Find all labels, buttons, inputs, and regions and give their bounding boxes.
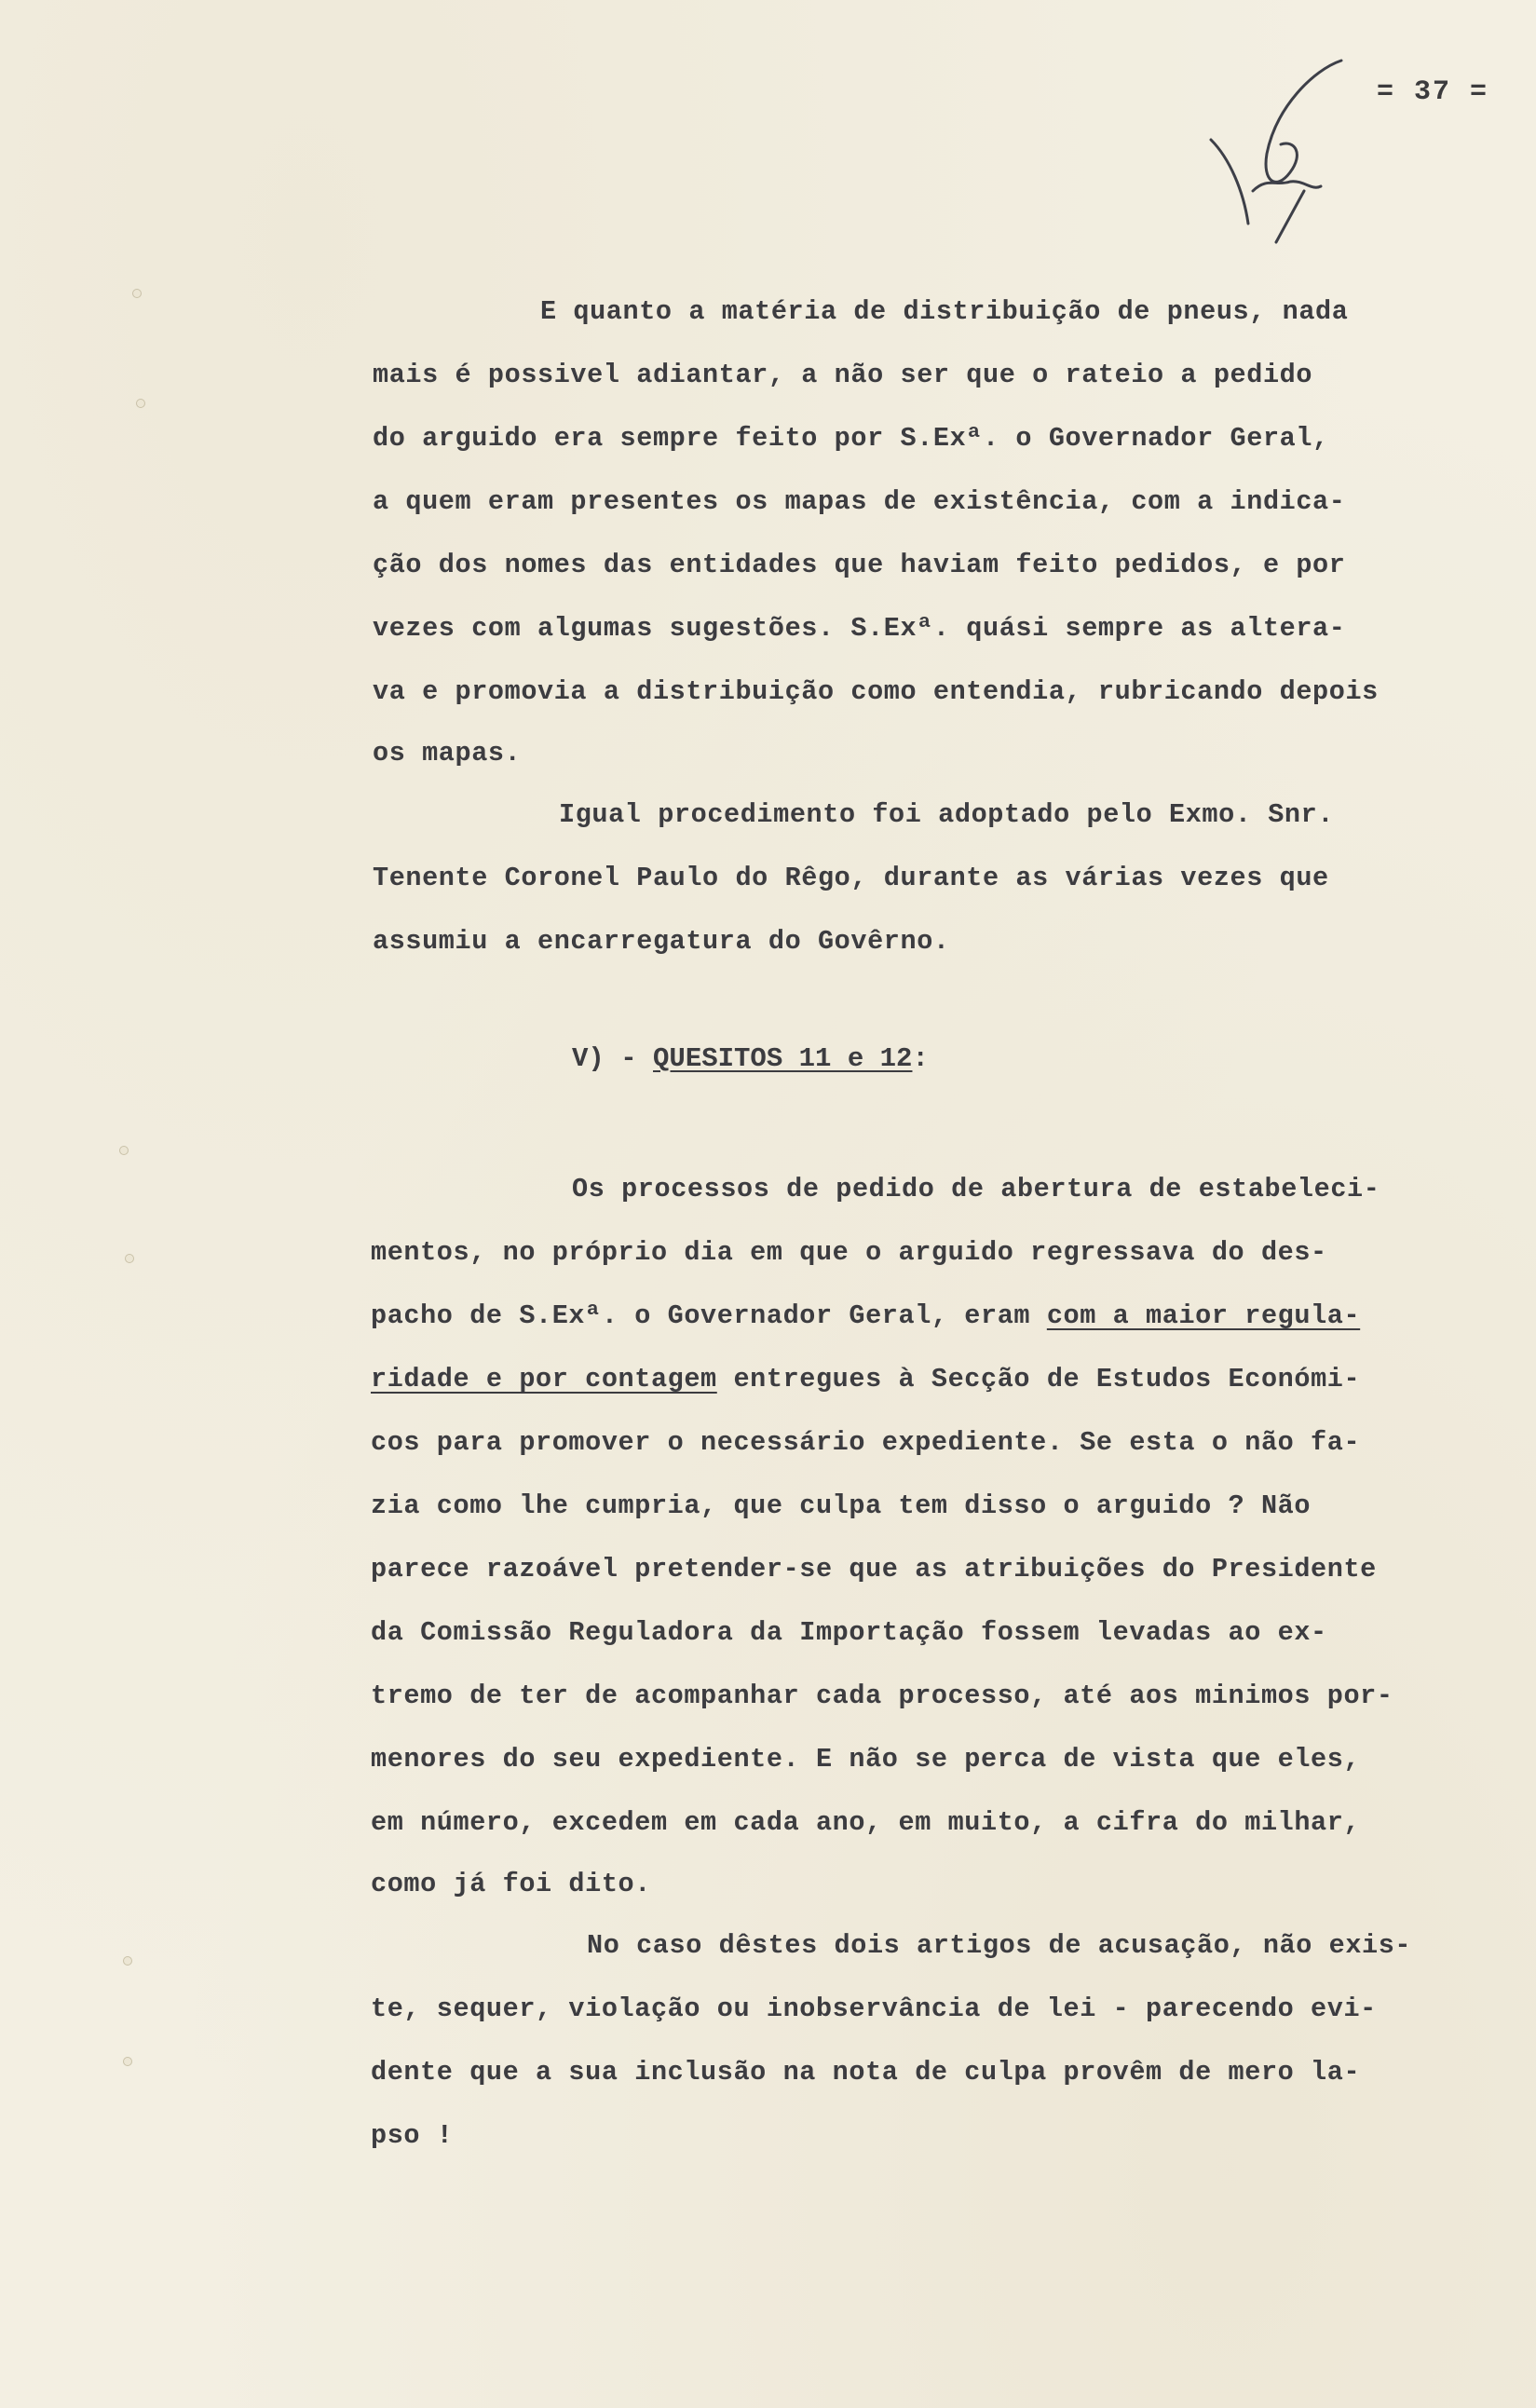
text-line: Tenente Coronel Paulo do Rêgo, durante as várias vezes que: [373, 863, 1329, 893]
underlined-text: ridade e por contagem: [371, 1364, 717, 1394]
text-line: vezes com algumas sugestões. S.Exª. quási sempre as altera-: [373, 613, 1346, 644]
page-number: = 37 =: [1377, 76, 1489, 108]
text-line: te, sequer, violação ou inobservância de lei - parecendo evi-: [371, 1993, 1377, 2024]
text-line: Os processos de pedido de abertura de estabeleci-: [572, 1174, 1380, 1204]
text-line: [371, 1364, 1360, 1395]
text-line: E quanto a matéria de distribuição de pneus, nada: [540, 296, 1349, 327]
underlined-text: com a maior regula-: [1046, 1300, 1361, 1331]
text-line: Igual procedimento foi adoptado pelo Exmo. Snr.: [559, 799, 1335, 830]
text-line: mentos, no próprio dia em que o arguido regressava do des-: [371, 1237, 1327, 1268]
text-line: va e promovia a distribuição como entendia, rubricando depois: [373, 676, 1379, 707]
text-line: ção dos nomes das entidades que haviam feito pedidos, e por: [373, 550, 1346, 580]
text-segment: entregues à Secção de Estudos Económi-: [716, 1364, 1361, 1394]
heading-prefix: V) -: [572, 1043, 654, 1074]
text-line: assumiu a encarregatura do Govêrno.: [373, 926, 950, 957]
text-line: No caso dêstes dois artigos de acusação, não exis-: [587, 1930, 1412, 1961]
binding-hole: [136, 399, 145, 408]
section-heading: [572, 1043, 929, 1074]
heading-title: QUESITOS 11 e 12: [653, 1043, 913, 1074]
text-line: em número, excedem em cada ano, em muito, a cifra do milhar,: [371, 1807, 1361, 1838]
text-line: pso !: [371, 2120, 454, 2151]
handwritten-initials: [1202, 51, 1360, 247]
binding-hole: [125, 1254, 134, 1263]
text-line: menores do seu expediente. E não se perca de vista que eles,: [371, 1744, 1361, 1775]
text-line: [371, 1300, 1360, 1332]
text-line: do arguido era sempre feito por S.Exª. o Governador Geral,: [373, 423, 1329, 454]
text-segment: pacho de S.Exª. o Governador Geral, eram: [371, 1300, 1047, 1331]
binding-hole: [123, 1956, 132, 1966]
text-line: da Comissão Reguladora da Importação fossem levadas ao ex-: [371, 1617, 1327, 1648]
text-line: dente que a sua inclusão na nota de culpa provêm de mero la-: [371, 2057, 1361, 2088]
text-line: zia como lhe cumpria, que culpa tem disso o arguido ? Não: [371, 1490, 1312, 1521]
text-line: como já foi dito.: [371, 1869, 651, 1899]
text-line: a quem eram presentes os mapas de existência, com a indica-: [373, 486, 1346, 517]
binding-hole: [119, 1146, 129, 1155]
text-line: os mapas.: [373, 738, 522, 769]
text-line: cos para promover o necessário expediente. Se esta o não fa-: [371, 1427, 1361, 1458]
text-line: parece razoável pretender-se que as atribuições do Presidente: [371, 1554, 1377, 1585]
heading-suffix: :: [912, 1043, 929, 1074]
text-line: mais é possivel adiantar, a não ser que o rateio a pedido: [373, 360, 1313, 390]
binding-hole: [123, 2057, 132, 2066]
binding-hole: [132, 289, 142, 298]
text-line: tremo de ter de acompanhar cada processo, até aos minimos por-: [371, 1680, 1393, 1711]
